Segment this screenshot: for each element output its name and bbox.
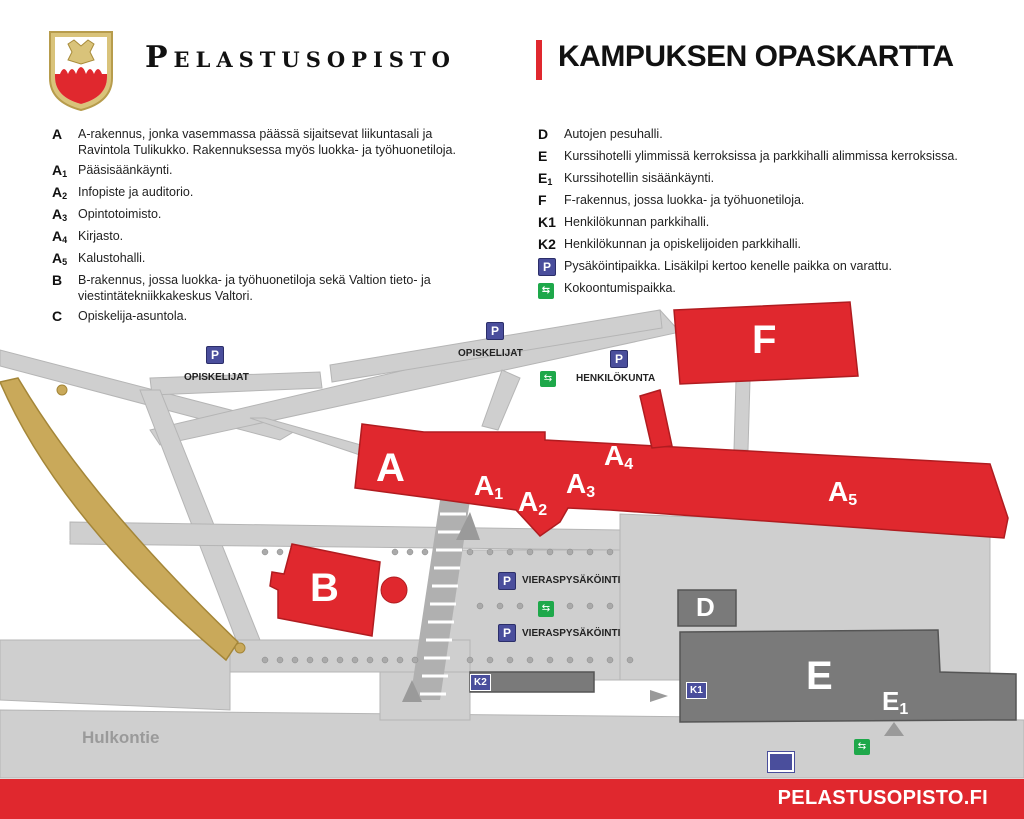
assembly-point-icon: ⇆ bbox=[854, 736, 870, 755]
legend-item: K2 Henkilökunnan ja opiskelijoiden parkkihalli. bbox=[538, 236, 801, 252]
building-label-a1: $A_1$ bbox=[474, 470, 504, 503]
building-label-a5: $A_5$ bbox=[828, 476, 858, 509]
parking-icon: P bbox=[486, 322, 504, 340]
parking-icon: P bbox=[498, 572, 516, 590]
building-label-a3: $A_3$ bbox=[566, 468, 596, 501]
brand-name: Pelastusopisto bbox=[145, 40, 456, 75]
parking-label-opiskelijat: OPISKELIJAT bbox=[458, 348, 523, 359]
building-label-e1: $E_1$ bbox=[882, 686, 909, 718]
legend-item: B B-rakennus, jossa luokka- ja työhuonetiloja sekä Valtion tieto- ja viestintätekniikkakeskus Valtori. bbox=[52, 272, 431, 303]
assembly-point-icon: ⇆ bbox=[540, 368, 556, 387]
crest-logo bbox=[48, 30, 114, 112]
legend-item: ⇆ Kokoontumispaikka. bbox=[538, 280, 998, 299]
campus-map bbox=[0, 300, 1024, 780]
page-title: KAMPUKSEN OPASKARTTA bbox=[558, 40, 954, 73]
parking-label-vieras: VIERASPYSÄKÖINTI bbox=[522, 628, 621, 639]
parking-label-opiskelijat: OPISKELIJAT bbox=[184, 372, 249, 383]
legend-item: $A_2$ Infopiste ja auditorio. bbox=[52, 184, 194, 201]
title-accent-bar bbox=[536, 40, 542, 80]
legend-item: C Opiskelija-asuntola. bbox=[52, 308, 188, 324]
parking-icon: P bbox=[498, 624, 516, 642]
legend-right bbox=[538, 126, 998, 303]
building-label-b: B bbox=[310, 566, 339, 610]
building-label-a2: $A_2$ bbox=[518, 486, 548, 519]
legend-item: $A_4$ Kirjasto. bbox=[52, 228, 124, 245]
building-label-f: F bbox=[752, 318, 777, 362]
building-label-e: E bbox=[806, 654, 833, 698]
parking-icon: P bbox=[206, 346, 224, 364]
legend-item: K1 Henkilökunnan parkkihalli. bbox=[538, 214, 710, 230]
footer-url-link[interactable]: PELASTUSOPISTO.FI bbox=[777, 787, 988, 809]
building-label-d: D bbox=[696, 592, 715, 622]
k2-badge: K2 bbox=[470, 674, 491, 691]
legend-item: $A_3$ Opintotoimisto. bbox=[52, 206, 162, 223]
assembly-point-icon: ⇆ bbox=[538, 283, 554, 299]
bus-stop-icon bbox=[768, 752, 794, 772]
street-label-hulkontie: Hulkontie bbox=[82, 728, 160, 747]
legend-item: E Kurssihotelli ylimmissä kerroksissa ja parkkihalli alimmissa kerroksissa. bbox=[538, 148, 958, 164]
parking-icon: P bbox=[538, 258, 556, 276]
k1-badge: K1 bbox=[686, 682, 707, 699]
building-label-a: A bbox=[376, 446, 405, 490]
legend-item: $A_1$ Pääsisäänkäynti. bbox=[52, 162, 173, 179]
assembly-point-icon: ⇆ bbox=[538, 598, 554, 617]
parking-label-vieras: VIERASPYSÄKÖINTI bbox=[522, 575, 621, 586]
legend-item: F F-rakennus, jossa luokka- ja työhuonetiloja. bbox=[538, 192, 805, 208]
legend-item: $E_1$ Kurssihotellin sisäänkäynti. bbox=[538, 170, 715, 187]
legend-item: P Pysäköintipaikka. Lisäkilpi kertoo kenelle paikka on varattu. bbox=[538, 258, 998, 276]
legend-item: $A_5$ Kalustohalli. bbox=[52, 250, 146, 267]
building-label-c: C bbox=[52, 530, 71, 560]
parking-label-henkilokunta: HENKILÖKUNTA bbox=[576, 373, 656, 384]
parking-icon: P bbox=[610, 350, 628, 368]
building-label-a4: $A_4$ bbox=[604, 440, 634, 473]
legend-item: A A-rakennus, jonka vasemmassa päässä sijaitsevat liikuntasali ja Ravintola Tulikukko. Rakennuksessa myös luokka- ja työhuonetiloja. bbox=[52, 126, 456, 157]
legend-item: D Autojen pesuhalli. bbox=[538, 126, 663, 142]
